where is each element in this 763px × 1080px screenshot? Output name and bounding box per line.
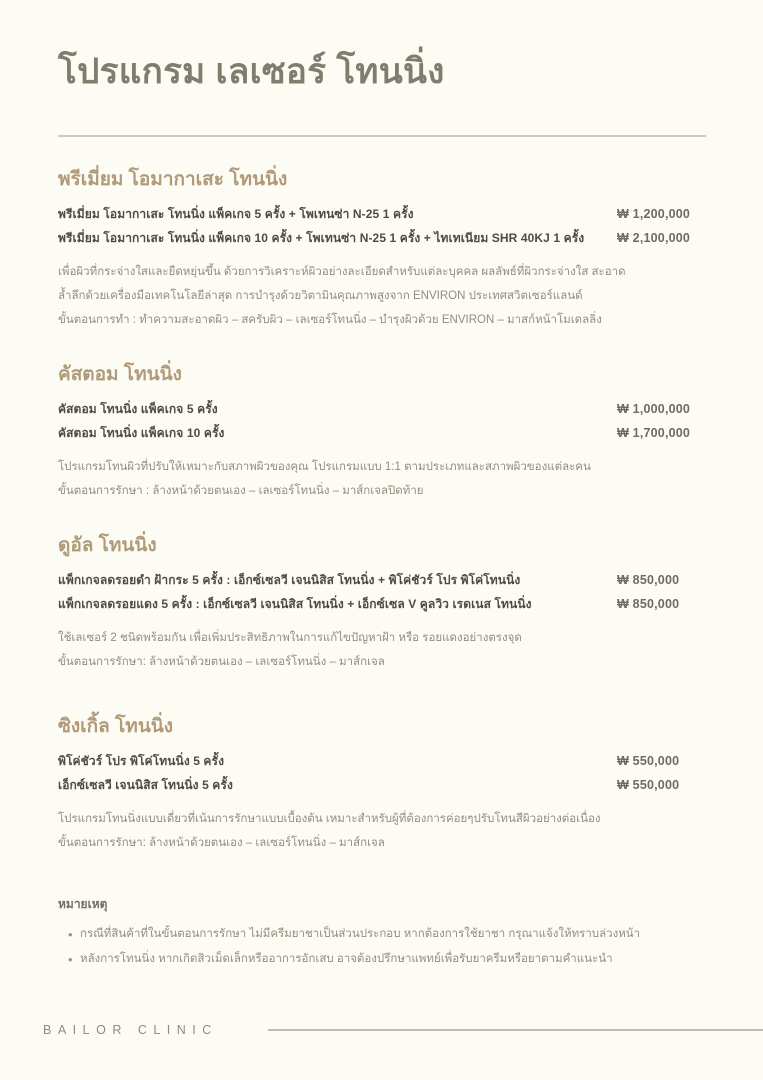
description-line: ใช้เลเซอร์ 2 ชนิดพร้อมกัน เพื่อเพิ่มประสิทธิภาพในการแก้ไขปัญหาฝ้า หรือ รอยแดงอย่างตรงจุด bbox=[58, 631, 522, 644]
section-description bbox=[58, 807, 706, 855]
page-footer bbox=[0, 1016, 763, 1044]
description-line: ล้ำลึกด้วยเครื่องมือเทคโนโลยีล่าสุด การบำรุงด้วยวิตามินคุณภาพสูงจาก ENVIRON ประเทศสวิตเซอร์แลนด์ bbox=[58, 289, 583, 302]
section-heading: ซิงเกิ้ล โทนนิ่ง bbox=[58, 716, 174, 737]
note-text: หลังการโทนนิ่ง หากเกิดสิวเม็ดเล็กหรืออาการอักเสบ อาจต้องปรึกษาแพทย์เพื่อรับยาครีมหรือยาตามคำแนะนำ bbox=[80, 952, 613, 965]
row-label: พิโค่ชัวร์ โปร พิโค่โทนนิ่ง 5 ครั้ง bbox=[58, 753, 225, 768]
notes-title: หมายเหตุ bbox=[58, 897, 108, 911]
price-rows bbox=[58, 749, 706, 797]
row-price: ₩ 550,000 bbox=[617, 753, 680, 768]
brand-wordmark: BAILOR CLINIC bbox=[43, 1023, 218, 1037]
row-label: คัสตอม โทนนิ่ง แพ็คเกจ 5 ครั้ง bbox=[58, 401, 218, 416]
bullet-icon: • bbox=[68, 951, 73, 967]
description-line: ขั้นตอนการรักษา: ล้างหน้าด้วยตนเอง – เลเซอร์โทนนิ่ง – มาส์กเจล bbox=[58, 655, 385, 668]
row-price: ₩ 850,000 bbox=[617, 572, 680, 587]
price-rows bbox=[58, 568, 706, 616]
table-row bbox=[58, 226, 706, 250]
description-line: ขั้นตอนการรักษา: ล้างหน้าด้วยตนเอง – เลเซอร์โทนนิ่ง – มาส์กเจล bbox=[58, 836, 385, 849]
table-row bbox=[58, 421, 706, 445]
row-price: ₩ 2,100,000 bbox=[617, 230, 691, 245]
row-label: พรีเมี่ยม โอมากาเสะ โทนนิ่ง แพ็คเกจ 10 ครั้ง + โพเทนซ่า N-25 1 ครั้ง + ไทเทเนียม SHR 40KJ 1 ครั้ง bbox=[58, 230, 585, 245]
row-label: แพ็กเกจลดรอยดำ ฝ้ากระ 5 ครั้ง : เอ็กซ์เซลวี เจนนิสิส โทนนิ่ง + พิโค่ชัวร์ โปร พิโค่โทนนิ่ง bbox=[58, 572, 521, 587]
section-description bbox=[58, 455, 706, 503]
page-title: โปรแกรม เลเซอร์ โทนนิ่ง bbox=[58, 52, 445, 91]
row-price: ₩ 550,000 bbox=[617, 777, 680, 792]
section-dual-toning bbox=[58, 534, 706, 674]
row-price: ₩ 1,000,000 bbox=[617, 401, 691, 416]
table-row bbox=[58, 397, 706, 421]
description-line: โปรแกรมโทนผิวที่ปรับให้เหมาะกับสภาพผิวของคุณ โปรแกรมแบบ 1:1 ตามประเภทและสภาพผิวของแต่ละคน bbox=[58, 460, 591, 473]
section-heading: ดูอัล โทนนิ่ง bbox=[58, 535, 157, 556]
description-line: ขั้นตอนการรักษา : ล้างหน้าด้วยตนเอง – เลเซอร์โทนนิ่ง – มาส์กเจลปิดท้าย bbox=[58, 484, 424, 497]
title-divider bbox=[58, 135, 706, 137]
price-rows bbox=[58, 397, 706, 445]
note-text: กรณีที่สินค้าที่ในขั้นตอนการรักษา ไม่มีครีมยาชาเป็นส่วนประกอบ หากต้องการใช้ยาชา กรุณาแจ้งให้ทราบล่วงหน้า bbox=[80, 927, 641, 940]
row-label: แพ็กเกจลดรอยแดง 5 ครั้ง : เอ็กซ์เซลวี เจนนิสิส โทนนิ่ง + เอ็กซ์เซล V คูลวิว เรดเนส โทนนิ่ง bbox=[58, 596, 532, 611]
section-heading: พรีเมี่ยม โอมากาเสะ โทนนิ่ง bbox=[58, 169, 288, 190]
table-row bbox=[58, 592, 706, 616]
row-label: คัสตอม โทนนิ่ง แพ็คเกจ 10 ครั้ง bbox=[58, 425, 225, 440]
section-description bbox=[58, 260, 706, 332]
section-description bbox=[58, 626, 706, 674]
bullet-icon: • bbox=[68, 926, 73, 942]
row-price: ₩ 850,000 bbox=[617, 596, 680, 611]
section-premium-omakase-toning bbox=[58, 168, 706, 332]
notes-block bbox=[58, 897, 706, 972]
table-row bbox=[58, 202, 706, 226]
section-custom-toning bbox=[58, 363, 706, 503]
description-line: ขั้นตอนการทำ : ทำความสะอาดผิว – สครับผิว – เลเซอร์โทนนิ่ง – บำรุงผิวด้วย ENVIRON – มาสก์หน้าโมเดลลิ่ง bbox=[58, 313, 602, 326]
description-line: เพื่อผิวที่กระจ่างใสและยืดหยุ่นขึ้น ด้วยการวิเคราะห์ผิวอย่างละเอียดสำหรับแต่ละบุคคล ผลลัพธ์ที่ผิวกระจ่างใส สะอาด bbox=[58, 265, 626, 278]
description-line: โปรแกรมโทนนิ่งแบบเดี่ยวที่เน้นการรักษาแบบเบื้องต้น เหมาะสำหรับผู้ที่ต้องการค่อยๆปรับโทนสีผิวอย่างต่อเนื่อง bbox=[58, 812, 601, 825]
row-label: พรีเมี่ยม โอมากาเสะ โทนนิ่ง แพ็คเกจ 5 ครั้ง + โพเทนซ่า N-25 1 ครั้ง bbox=[58, 206, 414, 221]
row-price: ₩ 1,200,000 bbox=[617, 206, 691, 221]
table-row bbox=[58, 749, 706, 773]
list-item bbox=[58, 922, 706, 947]
price-rows bbox=[58, 202, 706, 250]
section-single-toning bbox=[58, 715, 706, 855]
table-row bbox=[58, 568, 706, 592]
footer-divider bbox=[268, 1029, 763, 1031]
table-row bbox=[58, 773, 706, 797]
section-heading: คัสตอม โทนนิ่ง bbox=[58, 364, 182, 385]
row-price: ₩ 1,700,000 bbox=[617, 425, 691, 440]
row-label: เอ็กซ์เซลวี เจนนิสิส โทนนิ่ง 5 ครั้ง bbox=[58, 777, 233, 792]
list-item bbox=[58, 947, 706, 972]
